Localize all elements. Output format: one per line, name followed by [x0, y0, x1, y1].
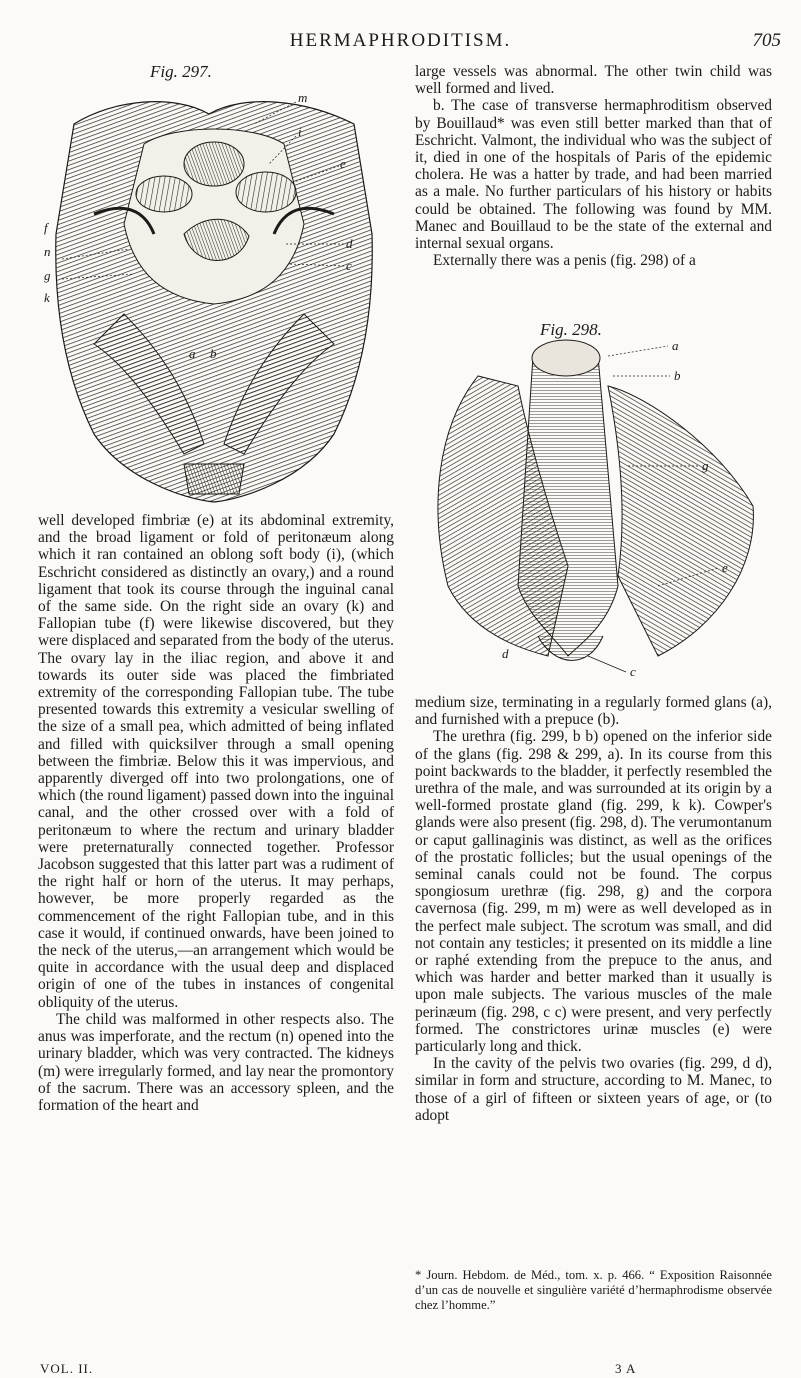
fig297-label-e: e: [340, 156, 346, 171]
signature-mark: 3 A: [615, 1361, 637, 1376]
left-paragraph-2: The child was malformed in other respects also. The anus was imperforate, and the rectum (n) opened into the urinary bladder, which was very contracted. The kidneys (m) were irregularly formed, and lay near the promontory of the sacrum. There was an accessory spleen, and the formation of the heart and: [38, 1010, 394, 1114]
right-top-paragraph-2: b. The case of transverse hermaphroditism observed by Bouillaud* was even still better marked than that of Eschricht. Valmont, the individual who was the subject of it, died in one of the hospitals of Paris of the epidemic cholera. He was a hatter by trade, and had been married as a male. No further particulars of his history or habits could be obtained. The following was found by MM. Manec and Bouillaud to be the state of the external and internal sexual organs.: [415, 97, 772, 253]
fig297-label-m: m: [298, 90, 308, 105]
left-column: [38, 512, 394, 1114]
figure-297-caption: Fig. 297.: [150, 62, 212, 81]
fig298-label-e: e: [722, 560, 728, 575]
fig297-label-i: i: [298, 124, 302, 139]
fig297-label-g: g: [44, 268, 51, 283]
running-title: HERMAPHRODITISM.: [289, 30, 512, 51]
fig297-label-f: f: [44, 220, 48, 235]
right-column-top: [415, 63, 772, 269]
fig298-label-d: d: [502, 646, 509, 661]
left-paragraph-1: well developed fimbriæ (e) at its abdominal extremity, and the broad ligament or fold of peritonæum along which it ran contained an oblong soft body (i), (which Eschricht considered as distinctly an ovary,) and a round ligament that took its course through the inguinal canal of the same side. On the right side an ovary (k) and Fallopian tube (f) were likewise discovered, but they were displaced and separated from the body of the uterus. The ovary lay in the iliac region, and above it and towards its outer side was placed the fimbriated extremity of the corresponding Fallopian tube. The tube presented towards this extremity a vesicular swelling of the size of a small pea, which admitted of being inflated and filled with quicksilver through a small opening between the fimbriæ. Below this it was impervious, and apparently diverged off into two prolongations, one of which (the round ligament) passed down into the inguinal canal, and the other crossed over with a fold of peritonæum to where the rectum and urinary bladder were preternaturally connected together. Professor Jacobson suggested that this latter part was a rudiment of the right half or horn of the uterus. It may perhaps, however, be more properly regarded as the commencement of the right Fallopian tube, and in this case it would, if continued onwards, have been joined to the neck of the uterus,—an arrangement which would be quite in accordance with the usual deep and displaced origin of one of the tubes in instances of congenital obliquity of the uterus.: [38, 512, 394, 1011]
volume-marker: VOL. II.: [40, 1361, 94, 1376]
right-column-bottom: [415, 694, 772, 1124]
right-top-paragraph-3: Externally there was a penis (fig. 298) of a: [433, 252, 696, 270]
right-top-paragraph-1: large vessels was abnormal. The other twin child was well formed and lived.: [415, 63, 772, 98]
fig298-label-a: a: [672, 338, 679, 353]
fig298-label-b: b: [674, 368, 681, 383]
figure-297-illustration: [34, 84, 394, 506]
right-bottom-paragraph-3: In the cavity of the pelvis two ovaries (fig. 299, d d), similar in form and structure, according to M. Manec, to those of a girl of fifteen or sixteen years of age, or (to adopt: [415, 1055, 772, 1124]
right-bottom-paragraph-1: medium size, terminating in a regularly formed glans (a), and furnished with a prepuce (b).: [415, 694, 772, 729]
fig298-label-c: c: [630, 664, 636, 679]
running-head: [0, 30, 801, 54]
footnote: * Journ. Hebdom. de Méd., tom. x. p. 466. “ Exposition Raisonnée d’un cas de nouvelle et singulière variété d’hermaphrodisme observée chez l’homme.”: [415, 1268, 772, 1312]
right-bottom-paragraph-2: The urethra (fig. 299, b b) opened on the inferior side of the glans (fig. 298 & 299, a). In its course from this point backwards to the bladder, it perfectly resembled the urethra of the male, and was surrounded at its origin by a well-formed prostate gland (fig. 299, k k). Cowper's glands were also present (fig. 298, d). The verumontanum or caput gallinaginis was distinct, as well as the orifices of the prostatic follicles; but the usual openings of the seminal canals could not be found. The corpus spongiosum urethræ (fig. 298, g) and the corpora cavernosa (fig. 299, m m) were as well developed as in the perfect male subject. The scrotum was small, and did not contain any testicles; it presented on its middle a line or raphé extending from the prepuce to the anus, and which was harder and better marked than it usually is upon male subjects. The various muscles of the male perinæum (fig. 298, c c) were present, and very perfectly formed. The constrictores urinæ muscles (e) were particularly long and thick.: [415, 728, 772, 1056]
fig297-label-n: n: [44, 244, 51, 259]
figure-298-caption: Fig. 298.: [540, 320, 602, 339]
page-number: 705: [752, 30, 781, 51]
fig297-label-d: d: [346, 236, 353, 251]
figure-298-illustration: [418, 336, 770, 684]
fig298-label-g: g: [702, 458, 709, 473]
fig297-label-b: b: [210, 346, 217, 361]
fig297-label-c: c: [346, 258, 352, 273]
fig297-label-k: k: [44, 290, 50, 305]
fig297-label-a: a: [189, 346, 196, 361]
